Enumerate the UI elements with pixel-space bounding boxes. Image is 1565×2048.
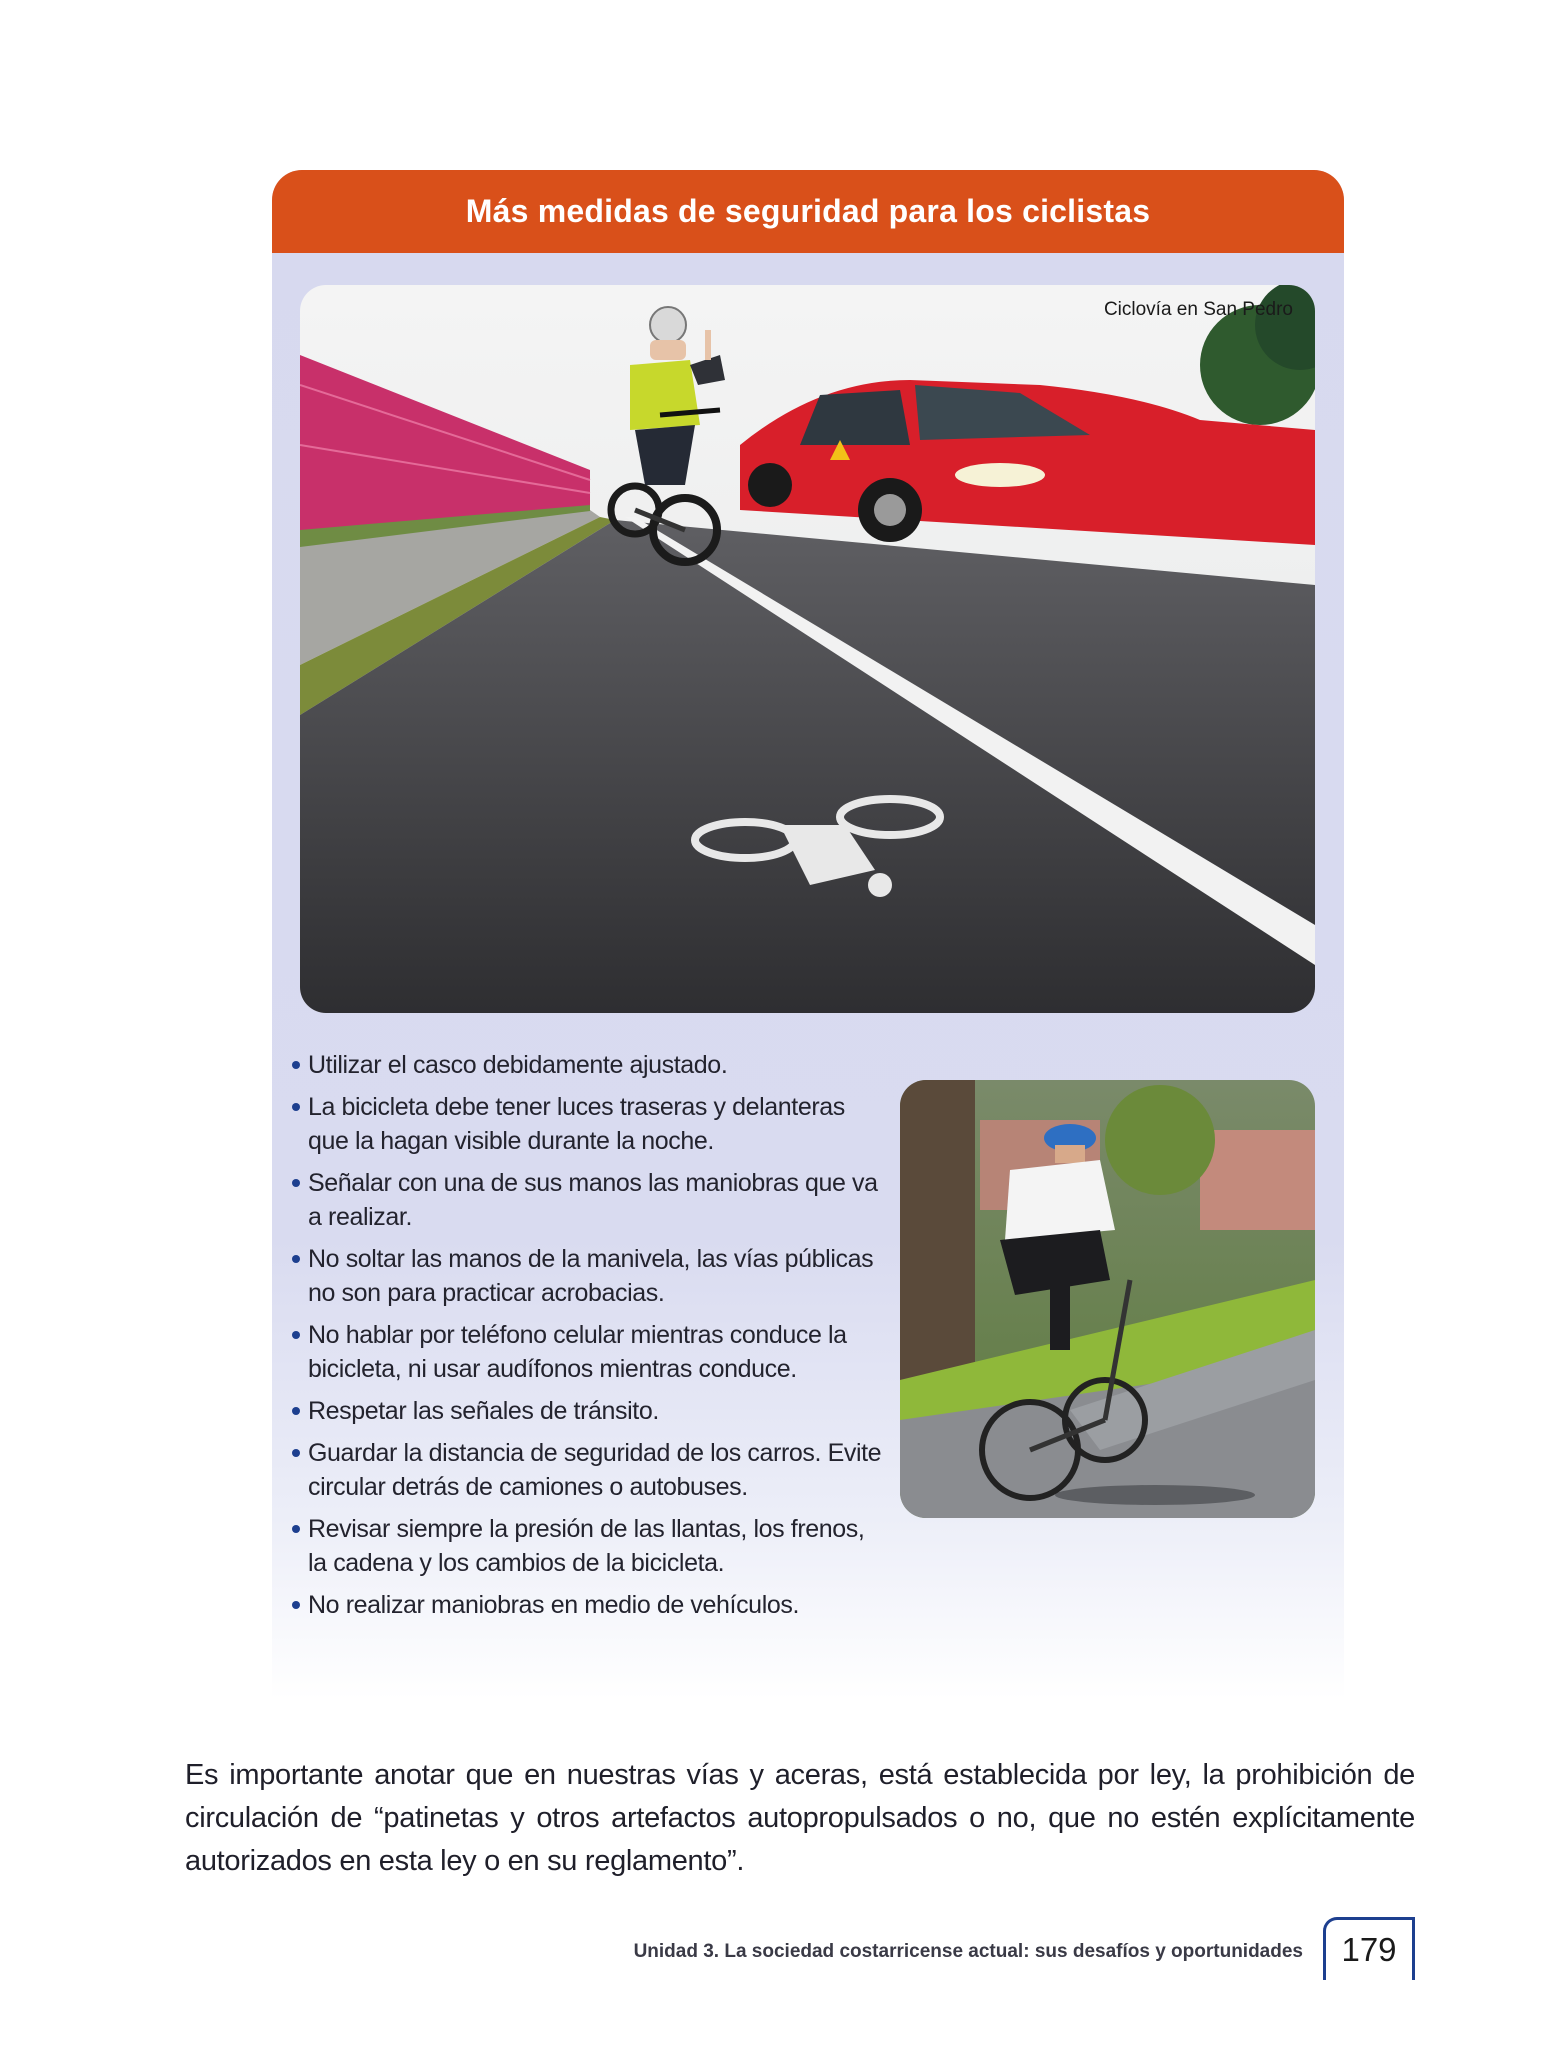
box-header (272, 170, 1344, 253)
safety-tips-box (272, 170, 1344, 1700)
road-cyclist-illustration (900, 1080, 1315, 1518)
list-item: Revisar siempre la presión de las llantas, los frenos, la cadena y los cambios de la bicicleta. (292, 1512, 882, 1580)
box-title: Más medidas de seguridad para los ciclistas (465, 193, 1151, 229)
body-paragraph: Es importante anotar que en nuestras vías y aceras, está establecida por ley, la prohibición de circulación de “patinetas y otros artefactos autopropulsados o no, que no estén explícitamente autorizados en esta ley o en su reglamento”. (185, 1759, 1415, 1877)
road-cyclist-photo (900, 1080, 1315, 1518)
footer-unit-title: Unidad 3. La sociedad costarricense actual: sus desafíos y oportunidades (633, 1941, 1303, 1962)
safety-tips-list (292, 1048, 882, 1630)
bike-lane-illustration (300, 285, 1315, 1013)
list-item: No soltar las manos de la manivela, las vías públicas no son para practicar acrobacias. (292, 1242, 882, 1310)
list-item: No realizar maniobras en medio de vehículos. (292, 1588, 882, 1622)
photo-caption: Ciclovía en San Pedro (1103, 299, 1293, 320)
page-number: 179 (1323, 1917, 1415, 1980)
list-item: No hablar por teléfono celular mientras conduce la bicicleta, ni usar audífonos mientras conduce. (292, 1318, 882, 1386)
list-item: Respetar las señales de tránsito. (292, 1394, 882, 1428)
bike-lane-photo (300, 285, 1315, 1013)
list-item: Señalar con una de sus manos las maniobras que va a realizar. (292, 1166, 882, 1234)
list-item: Utilizar el casco debidamente ajustado. (292, 1048, 882, 1082)
list-item: Guardar la distancia de seguridad de los carros. Evite circular detrás de camiones o autobuses. (292, 1436, 882, 1504)
list-item: La bicicleta debe tener luces traseras y delanteras que la hagan visible durante la noche. (292, 1090, 882, 1158)
